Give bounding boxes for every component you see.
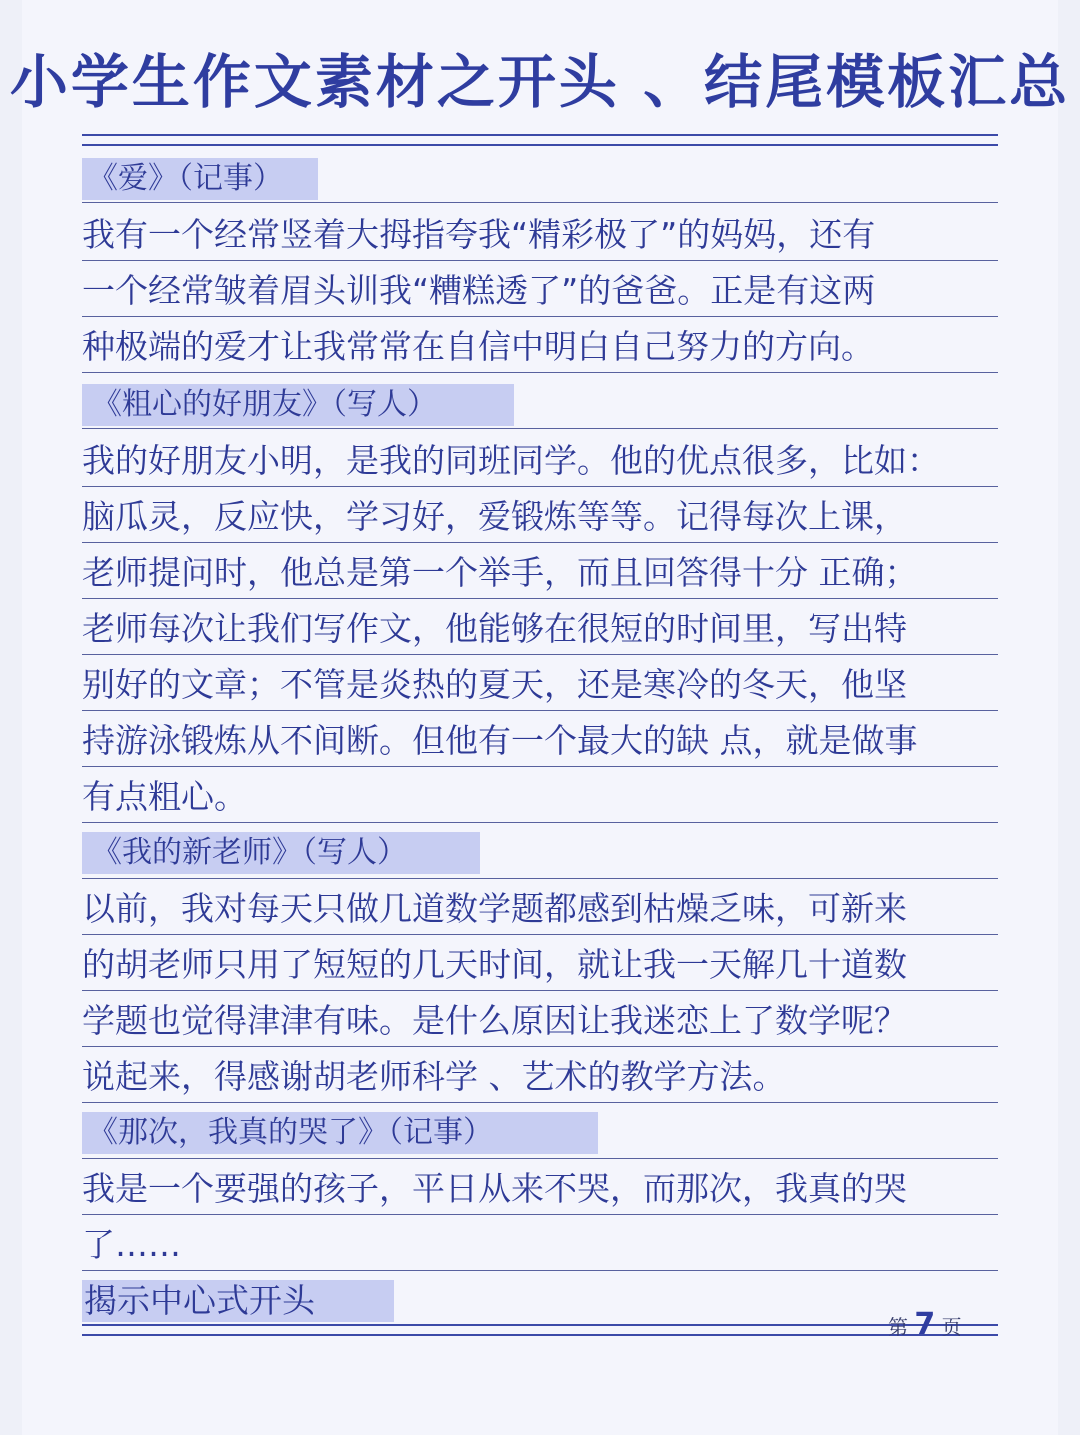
body-line: 别好的文章；不管是炎热的夏天，还是寒冷的冬天，他坚 — [82, 665, 907, 704]
ruled-line — [82, 372, 998, 373]
page-number — [888, 1305, 962, 1347]
page-number-suffix: 页 — [941, 1315, 962, 1339]
ruled-line — [82, 1046, 998, 1047]
body-line: 说起来，得感谢胡老师科学 、艺术的教学方法。 — [82, 1057, 786, 1096]
page-title: 小学生作文素材之开头 、结尾模板汇总 — [9, 48, 1071, 116]
section-heading: 揭示中心式开头 — [84, 1281, 315, 1320]
title-rule-top — [82, 134, 998, 136]
body-line: 我是一个要强的孩子，平日从来不哭，而那次，我真的哭 — [82, 1169, 907, 1208]
body-line: 老师提问时，他总是第一个举手，而且回答得十分 正确； — [82, 553, 918, 592]
bottom-rule-top — [82, 1324, 998, 1326]
page-number-value: 7 — [914, 1307, 936, 1342]
body-line: 我有一个经常竖着大拇指夸我“精彩极了”的妈妈，还有 — [82, 215, 876, 254]
ruled-line — [82, 1102, 998, 1103]
ruled-line — [82, 766, 998, 767]
body-line: 以前，我对每天只做几道数学题都感到枯燥乏味，可新来 — [82, 889, 907, 928]
ruled-line — [82, 316, 998, 317]
ruled-line — [82, 1270, 998, 1271]
body-line: 我的好朋友小明，是我的同班同学。他的优点很多，比如： — [82, 441, 940, 480]
ruled-line — [82, 598, 998, 599]
title-rule-bottom — [82, 144, 998, 146]
ruled-line — [82, 822, 998, 823]
ruled-line — [82, 990, 998, 991]
ruled-line — [82, 428, 998, 429]
body-line: 了…… — [82, 1225, 181, 1264]
ruled-line — [82, 1158, 998, 1159]
ruled-line — [82, 542, 998, 543]
ruled-line — [82, 1214, 998, 1215]
ruled-line — [82, 654, 998, 655]
body-line: 种极端的爱才让我常常在自信中明白自己努力的方向。 — [82, 327, 874, 366]
section-heading: 《那次，我真的哭了》（记事） — [88, 1115, 493, 1150]
body-line: 老师每次让我们写作文，他能够在很短的时间里，写出特 — [82, 609, 907, 648]
page-number-prefix: 第 — [888, 1315, 908, 1339]
body-line: 的胡老师只用了短短的几天时间，就让我一天解几十道数 — [82, 945, 907, 984]
body-line: 有点粗心。 — [82, 777, 247, 816]
ruled-line — [82, 710, 998, 711]
body-line: 持游泳锻炼从不间断。但他有一个最大的缺 点，就是做事 — [82, 721, 918, 760]
ruled-line — [82, 260, 998, 261]
bottom-rule-bottom — [82, 1334, 998, 1336]
ruled-line — [82, 202, 998, 203]
section-heading: 《我的新老师》（写人） — [92, 835, 407, 870]
ruled-line — [82, 878, 998, 879]
ruled-line — [82, 486, 998, 487]
section-heading: 《粗心的好朋友》（写人） — [92, 387, 437, 422]
section-heading: 《爱》（记事） — [88, 161, 283, 196]
body-line: 脑瓜灵，反应快，学习好，爱锻炼等等。记得每次上课， — [82, 497, 907, 536]
ruled-line — [82, 934, 998, 935]
body-line: 一个经常皱着眉头训我“糟糕透了”的爸爸。正是有这两 — [82, 271, 876, 310]
body-line: 学题也觉得津津有味。是什么原因让我迷恋上了数学呢？ — [82, 1001, 907, 1040]
